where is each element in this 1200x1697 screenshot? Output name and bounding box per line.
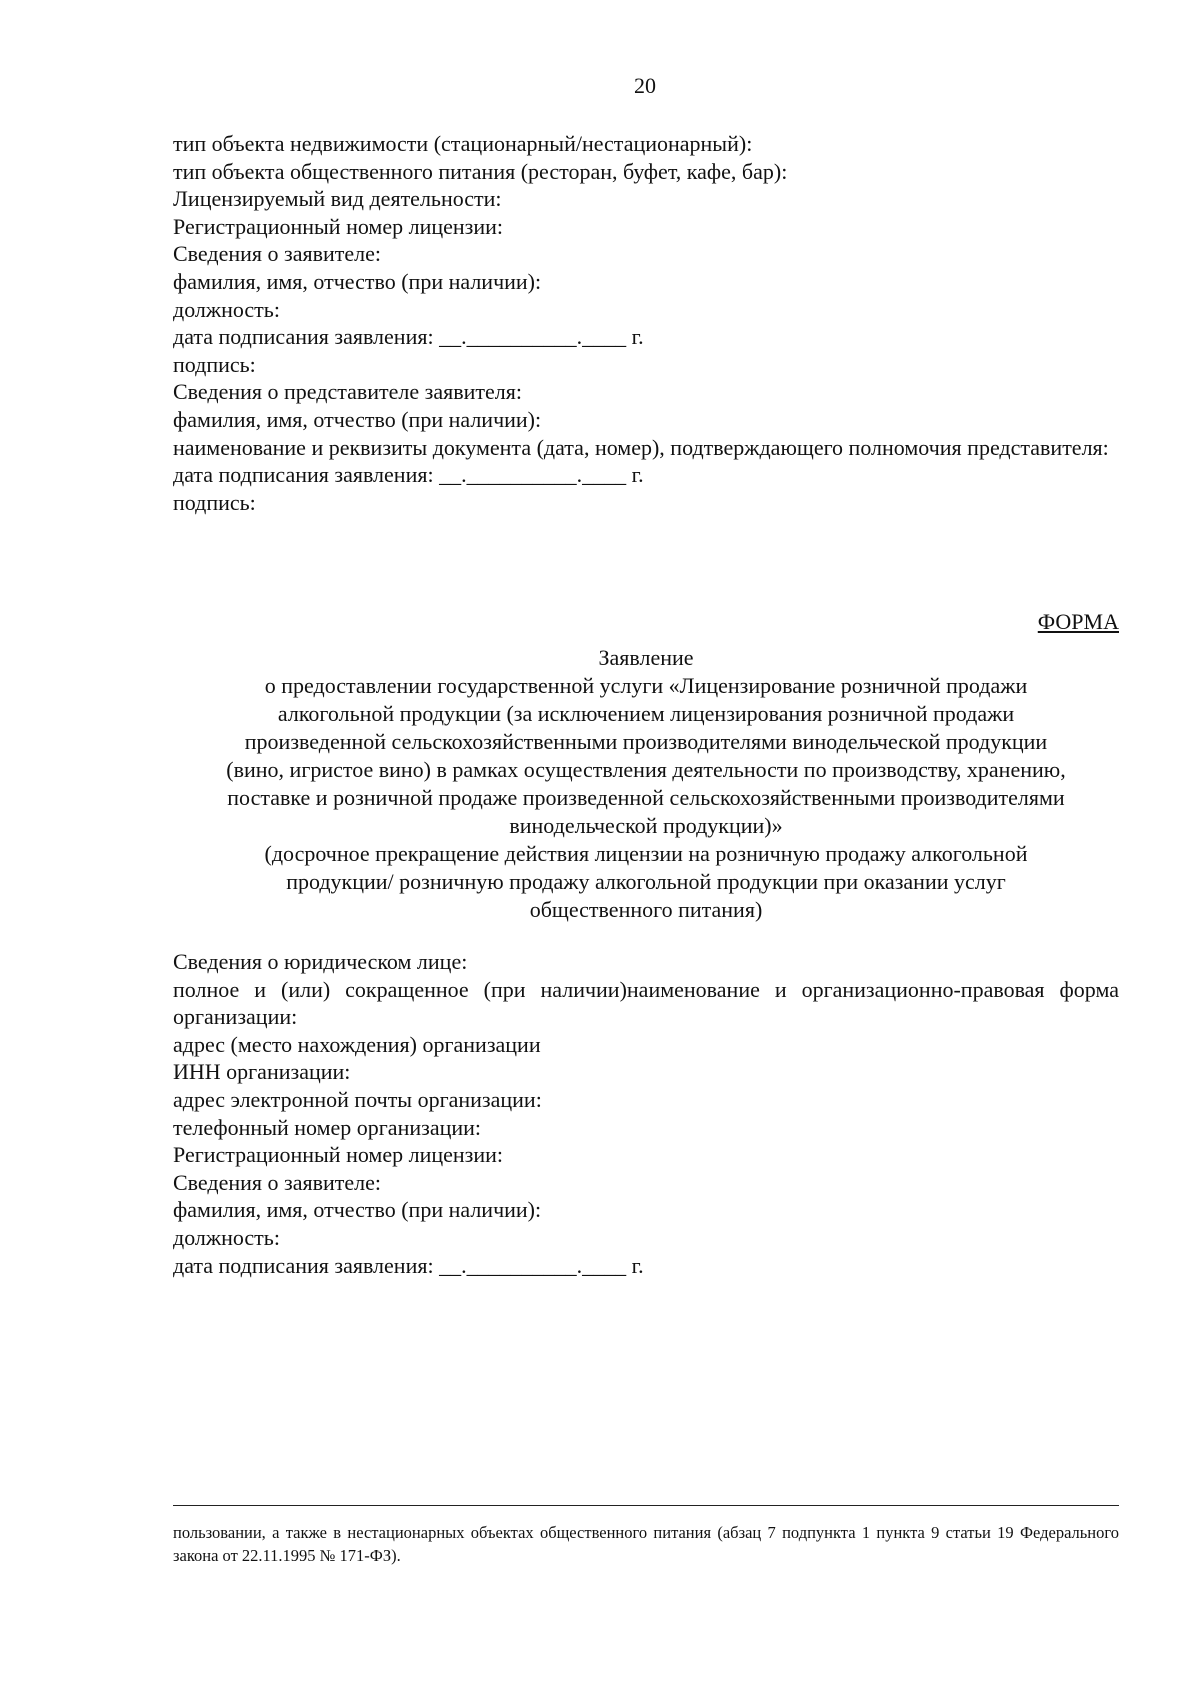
legal-entity-section	[173, 948, 1119, 1279]
text-line: должность:	[173, 1224, 280, 1250]
footnote: пользовании, а также в нестационарных объектах общественного питания (абзац 7 подпункта 1 пункта 9 статьи 19 Федерального закона от 22.11.1995 № 171-ФЗ).	[173, 1523, 1119, 1565]
title-line: общественного питания)	[529, 897, 763, 922]
text-line: тип объекта общественного питания (ресторан, буфет, кафе, бар):	[173, 158, 788, 184]
title-line: (вино, игристое вино) в рамках осуществления деятельности по производству, хранению,	[226, 757, 1066, 782]
text-line: ИНН организации:	[173, 1059, 351, 1085]
org-name-line: полное и (или) сокращенное (при наличии)наименование и организационно-правовая форма организации:	[173, 976, 1119, 1030]
signing-date-line: дата подписания заявления: __.__________.____ г.	[173, 1252, 644, 1278]
representative-fio: фамилия, имя, отчество (при наличии):	[173, 406, 542, 432]
text-line: Лицензируемый вид деятельности:	[173, 186, 502, 212]
page-number: 20	[634, 73, 656, 98]
signature-line: подпись:	[173, 489, 256, 515]
title-line: продукции/ розничную продажу алкогольной продукции при оказании услуг	[286, 869, 1006, 894]
text-line: телефонный номер организации:	[173, 1114, 482, 1140]
text-line: должность:	[173, 296, 280, 322]
representative-document: наименование и реквизиты документа (дата, номер), подтверждающего полномочия представителя:	[173, 434, 1109, 460]
title-line: произведенной сельскохозяйственными производителями винодельческой продукции	[244, 729, 1048, 754]
legal-entity-heading: Сведения о юридическом лице:	[173, 949, 468, 974]
title-line: алкогольной продукции (за исключением лицензирования розничной продажи	[277, 701, 1015, 726]
title-line: (досрочное прекращение действия лицензии на розничную продажу алкогольной	[264, 841, 1028, 866]
signing-date-line: дата подписания заявления: __.__________.____ г.	[173, 324, 644, 350]
text-line: Регистрационный номер лицензии:	[173, 1142, 504, 1168]
text-line: Сведения о заявителе:	[173, 241, 382, 267]
title-line: винодельческой продукции)»	[509, 813, 783, 838]
title-line: поставке и розничной продаже произведенной сельскохозяйственными производителями	[227, 785, 1065, 810]
application-title	[173, 644, 1119, 924]
representative-heading: Сведения о представителе заявителя:	[173, 379, 522, 405]
form-label: ФОРМА	[1037, 609, 1119, 634]
text-line: адрес (место нахождения) организации	[173, 1031, 541, 1057]
text-line: Регистрационный номер лицензии:	[173, 213, 504, 239]
signing-date-line: дата подписания заявления: __.__________.____ г.	[173, 462, 644, 488]
footnote-separator	[173, 1505, 1119, 1506]
text-line: адрес электронной почты организации:	[173, 1086, 542, 1112]
text-line: тип объекта недвижимости (стационарный/нестационарный):	[173, 131, 753, 156]
text-line: фамилия, имя, отчество (при наличии):	[173, 1197, 542, 1223]
text-line: Сведения о заявителе:	[173, 1169, 382, 1195]
applicant-section	[173, 130, 1119, 516]
signature-line: подпись:	[173, 351, 256, 377]
title-heading: Заявление	[598, 645, 694, 670]
title-line: о предоставлении государственной услуги «Лицензирование розничной продажи	[264, 673, 1028, 698]
text-line: фамилия, имя, отчество (при наличии):	[173, 268, 542, 294]
